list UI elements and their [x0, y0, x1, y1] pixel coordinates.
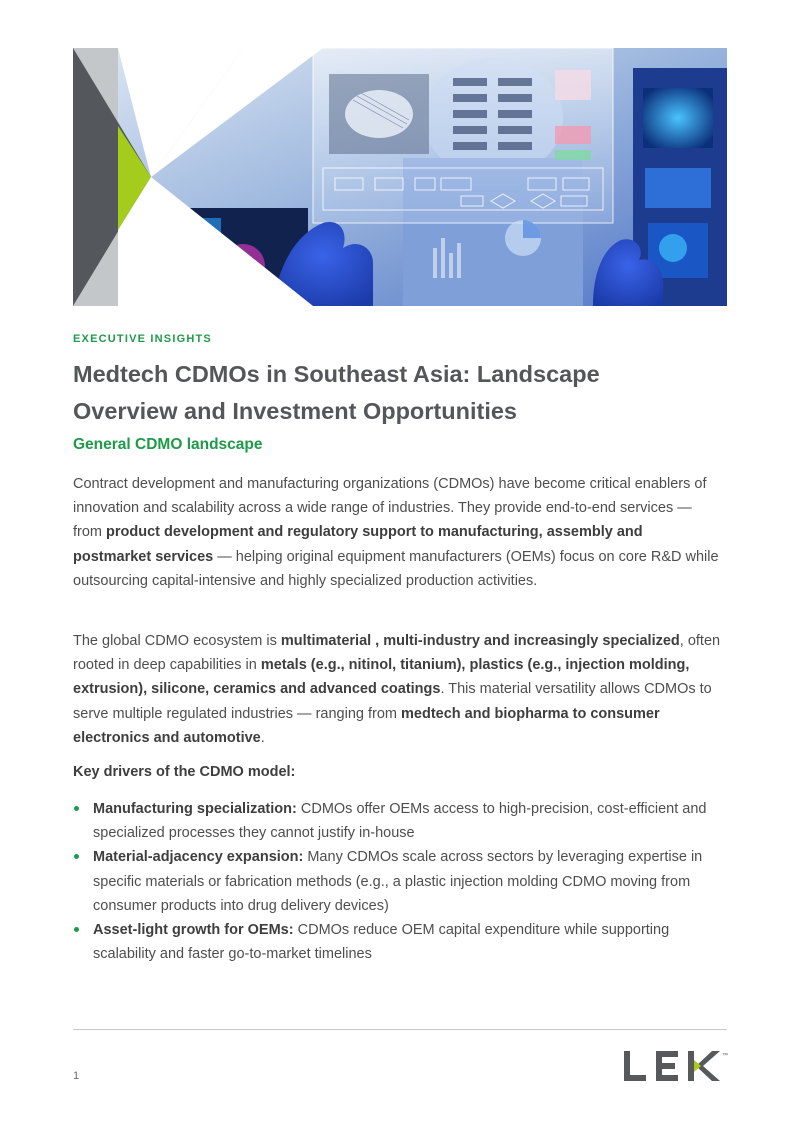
p2-bold-1: multimaterial , multi-industry and increasingly specialized — [280, 633, 680, 649]
driver-label: Material-adjacency expansion: — [93, 849, 304, 866]
p1-text-2: — helping original equipment manufacturers (OEMs) focus on core R&D while outsourcing capital-intensive and highly specialized production activities. — [73, 548, 719, 589]
header-image — [73, 48, 727, 306]
list-item — [73, 797, 728, 845]
p2-text-3: . This material versatility allows CDMOs to serve multiple regulated industries — ranging from — [73, 681, 712, 722]
lek-logo — [622, 1046, 730, 1086]
footer-divider — [73, 1029, 727, 1030]
p1-text-1: Contract development and manufacturing organizations (CDMOs) have become critical enablers of innovation and scalability across a wide range of industries. They provide end-to-end services — from — [73, 476, 707, 541]
p1-bold-1: product development and regulatory support to manufacturing, assembly and postmarket services — [73, 524, 643, 565]
lab-technician-hud-image — [73, 48, 727, 306]
title-line-1: Medtech CDMOs in Southeast Asia: Landscape — [73, 361, 600, 387]
list-item — [73, 918, 728, 966]
p2-bold-2: metals (e.g., nitinol, titanium), plastics (e.g., injection molding, extrusion), silicone, ceramics and advanced coatings — [73, 657, 690, 698]
p2-text-1: The global CDMO ecosystem is — [73, 633, 281, 649]
driver-text: CDMOs offer OEMs access to high-precision, cost-efficient and specialized processes they cannot justify in-house — [93, 801, 707, 842]
list-item — [73, 845, 728, 918]
intro-paragraph — [73, 472, 723, 593]
title-line-2: Overview and Investment Opportunities — [73, 398, 517, 424]
drivers-list — [73, 797, 728, 966]
driver-text: CDMOs reduce OEM capital expenditure while supporting scalability and faster go-to-market timelines — [93, 922, 670, 963]
drivers-heading: Key drivers of the CDMO model: — [73, 764, 296, 780]
page-title — [73, 356, 713, 430]
driver-label: Asset-light growth for OEMs: — [93, 922, 294, 939]
kicker-label: EXECUTIVE INSIGHTS — [73, 333, 212, 345]
bullet-icon — [74, 927, 79, 932]
p2-bold-3: medtech and biopharma to consumer electronics and automotive — [73, 705, 660, 746]
ecosystem-paragraph — [73, 629, 723, 750]
p2-text-4: . — [260, 729, 265, 746]
trademark-symbol: ™ — [722, 1053, 728, 1059]
p2-text-2: , often rooted in deep capabilities in — [73, 633, 721, 674]
bullet-icon — [74, 806, 79, 811]
driver-label: Manufacturing specialization: — [93, 801, 297, 817]
section-heading: General CDMO landscape — [73, 436, 263, 453]
bullet-icon — [74, 854, 79, 859]
driver-text: Many CDMOs scale across sectors by leveraging expertise in specific materials or fabrication methods (e.g., a plastic injection molding CDMO moving from consumer products into drug delivery devices) — [93, 849, 703, 914]
page-number: 1 — [73, 1070, 80, 1082]
